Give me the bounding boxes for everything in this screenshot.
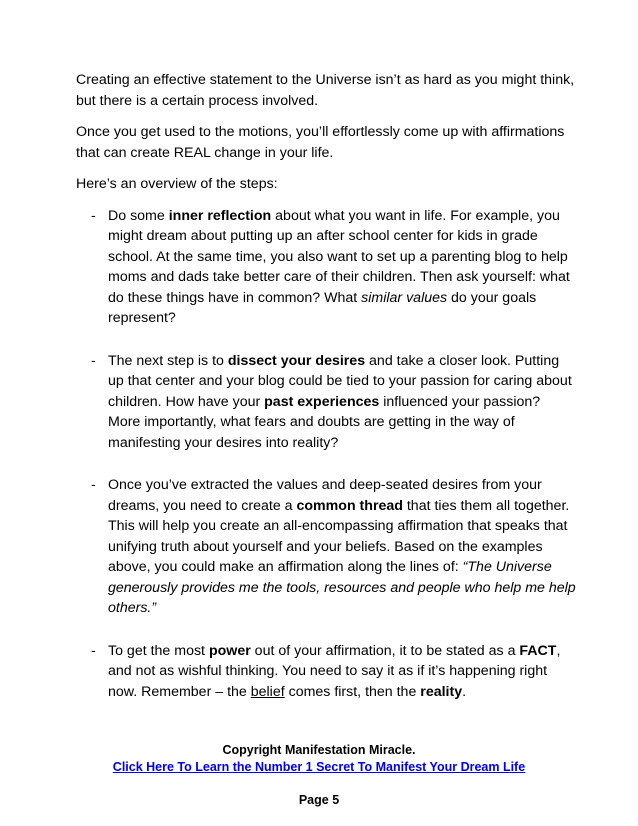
item-bold-text: FACT bbox=[519, 642, 557, 659]
affirmation-quote: “The Universe generously provides me the tools, resources and people who help me help others.” bbox=[108, 559, 576, 616]
item-text: out of your affirmation, it to be stated as a bbox=[250, 642, 520, 659]
secret-link[interactable]: Click Here To Learn the Number 1 Secret To Manifest Your Dream Life bbox=[112, 760, 526, 774]
item-text: . bbox=[462, 683, 467, 700]
item-bold-text: power bbox=[208, 642, 251, 659]
item-bold-text: common thread bbox=[296, 497, 403, 514]
page-footer bbox=[0, 742, 638, 809]
list-item bbox=[76, 641, 576, 703]
item-underlined-text: belief bbox=[250, 683, 285, 700]
item-text: do your goals represent? bbox=[108, 289, 537, 326]
item-text: about what you want in life. For example, you might dream about putting up an after school center for kids in grade school. At the same time, you also want to set up a parenting blog to help moms and dads take better care of their children. Then ask yourself: what do these things have in common? What bbox=[108, 207, 570, 306]
copyright-notice: Copyright Manifestation Miracle. bbox=[222, 743, 416, 757]
intro-paragraph-1: Creating an effective statement to the Universe isn’t as hard as you might think, but there is a certain process involved. bbox=[76, 72, 575, 109]
item-text: influenced your passion? More importantly, what fears and doubts are getting in the way of manifesting your desires into reality? bbox=[108, 393, 541, 451]
item-text: comes first, then the bbox=[284, 683, 421, 700]
list-dash: - bbox=[91, 207, 96, 224]
item-text: Once you’ve extracted the values and deep-seated desires from your dreams, you need to create a bbox=[108, 477, 542, 514]
list-item bbox=[76, 206, 576, 329]
item-bold-text: reality bbox=[420, 683, 463, 700]
page-number: Page 5 bbox=[298, 793, 340, 807]
item-bold-text: inner reflection bbox=[168, 207, 272, 224]
item-text: that ties them all together. This will help you create an all-encompassing affirmation that speaks that unifying truth about yourself and your beliefs. Based on the examples above, you could make an affirmation along the lines of: bbox=[108, 497, 570, 575]
item-bold-text: dissect your desires bbox=[227, 352, 366, 369]
document-body bbox=[76, 70, 576, 724]
item-italic-text: similar values bbox=[361, 289, 448, 306]
list-item bbox=[76, 351, 576, 454]
item-text: To get the most bbox=[108, 642, 209, 659]
intro-paragraph-2: Once you get used to the motions, you’ll effortlessly come up with affirmations that can create REAL change in your life. bbox=[76, 124, 565, 161]
list-item bbox=[76, 475, 576, 619]
item-text: , and not as wishful thinking. You need to say it as if it’s happening right now. Remember – the bbox=[108, 642, 561, 700]
list-dash: - bbox=[91, 477, 96, 493]
item-bold-text: past experiences bbox=[264, 393, 380, 410]
steps-intro: Here’s an overview of the steps: bbox=[76, 176, 278, 192]
list-dash: - bbox=[91, 642, 96, 659]
item-text: The next step is to bbox=[108, 352, 228, 369]
list-dash: - bbox=[91, 352, 96, 369]
item-text: and take a closer look. Putting up that center and your blog could be tied to your passion for caring about children. How have your bbox=[108, 352, 572, 410]
steps-list bbox=[76, 206, 576, 703]
item-text: Do some bbox=[108, 207, 169, 224]
